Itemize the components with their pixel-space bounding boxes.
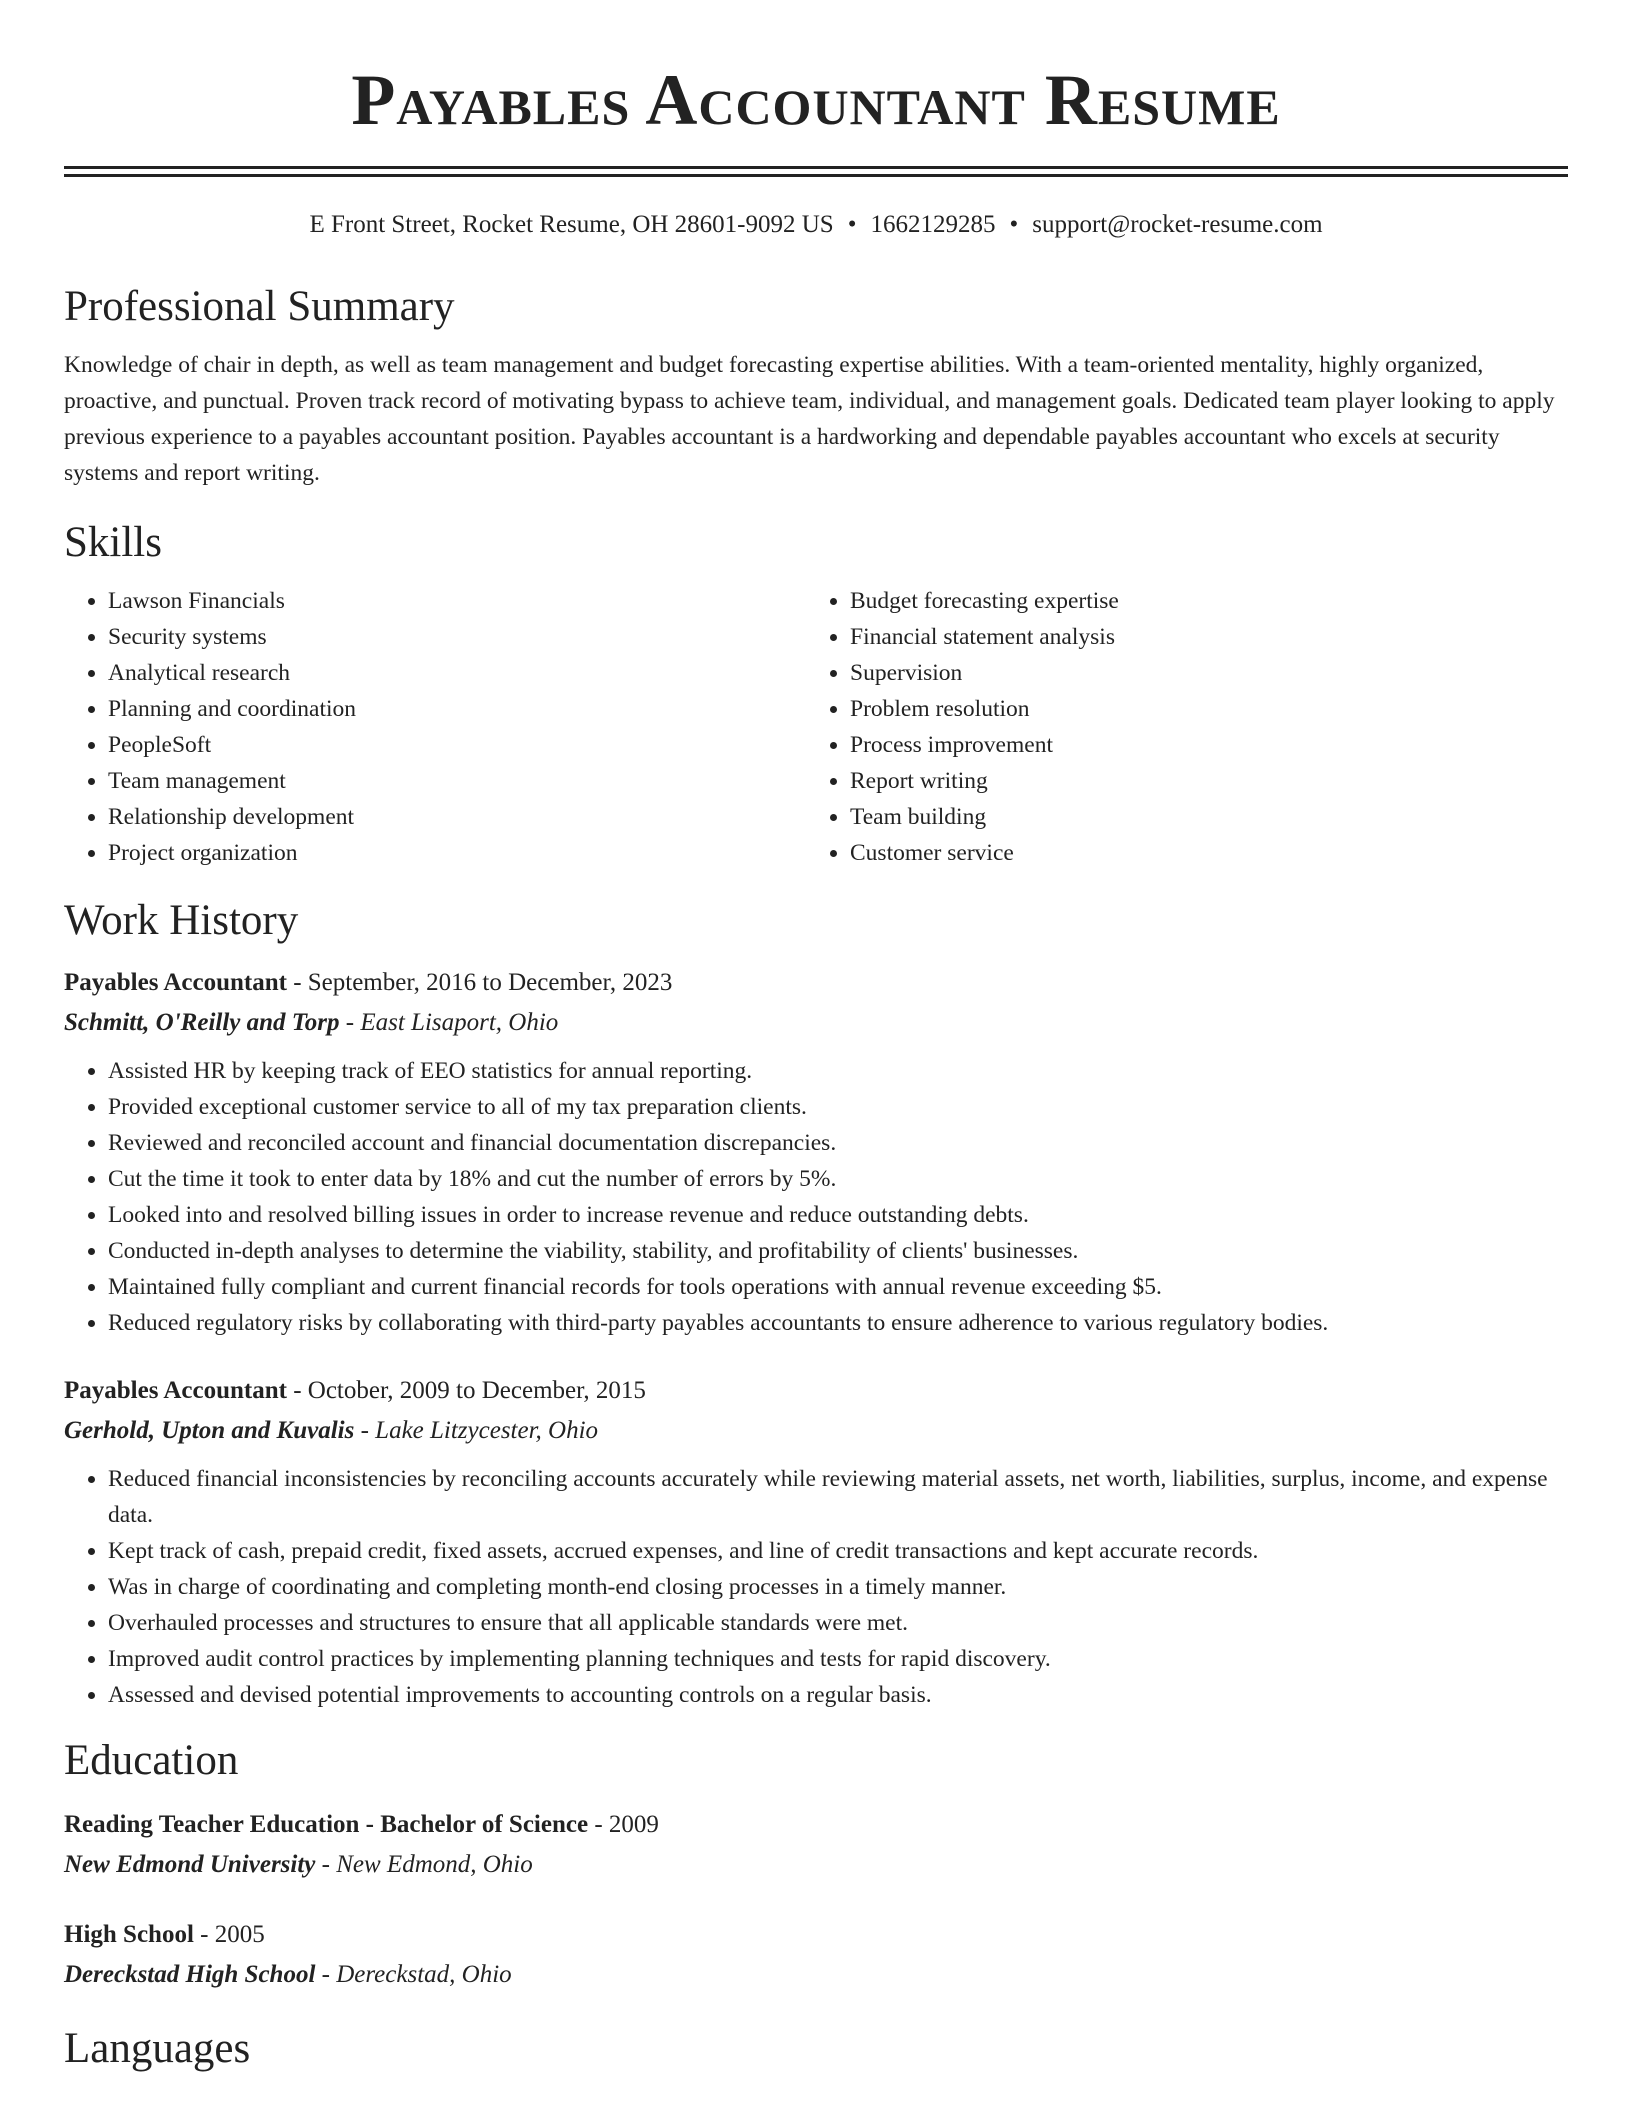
skills-list-left — [64, 583, 806, 871]
job-bullets — [64, 1053, 1568, 1341]
job-role-line — [64, 963, 1568, 1003]
job-bullet: • Maintained fully compliant and current financial records for tools operations with annual revenue exceeding $5. — [108, 1269, 1568, 1305]
education-degree-line — [64, 1915, 1568, 1955]
job-org-line — [64, 1003, 1568, 1043]
contact-address: E Front Street, Rocket Resume, OH 28601-9092 US — [309, 211, 834, 238]
job-bullet: • Assessed and devised potential improvements to accounting controls on a regular basis. — [108, 1677, 1568, 1713]
skill-item: • Problem resolution — [850, 691, 1548, 727]
summary-heading: Professional Summary — [64, 283, 455, 330]
job-bullets — [64, 1461, 1568, 1713]
job-bullet: • Reduced financial inconsistencies by reconciling accounts accurately while reviewing material assets, net worth, liabilities, surplus, income, and expense data. — [108, 1461, 1568, 1533]
education-school-line — [64, 1955, 1568, 1995]
skill-item: • Supervision — [850, 655, 1548, 691]
job-dates: - October, 2009 to December, 2015 — [286, 1377, 646, 1404]
skills-list-right — [806, 583, 1548, 871]
education-degree: Reading Teacher Education - Bachelor of Science — [64, 1811, 589, 1838]
education-location: - Dereckstad, Ohio — [315, 1961, 512, 1988]
work-history-heading: Work History — [64, 897, 299, 944]
job-title: Payables Accountant — [64, 969, 287, 996]
job-bullet: • Assisted HR by keeping track of EEO statistics for annual reporting. — [108, 1053, 1568, 1089]
education-school: Dereckstad High School — [64, 1961, 316, 1988]
summary-section — [64, 281, 1568, 491]
job-company: Schmitt, O'Reilly and Torp — [64, 1009, 340, 1036]
job-location: - Lake Litzycester, Ohio — [354, 1417, 599, 1444]
contact-phone: 1662129285 — [870, 211, 996, 238]
contact-separator: • — [1009, 211, 1019, 238]
contact-line — [64, 209, 1568, 241]
summary-text: Knowledge of chair in depth, as well as team management and budget forecasting expertise abilities. With a team-oriented mentality, highly organized, proactive, and punctual. Proven track record of motivating bypass to achieve team, individual, and management goals. Dedicated team player looking to apply previous experience to a payables accountant position. Payables accountant is a hardworking and dependable payables accountant who excels at security systems and report writing. — [64, 352, 1555, 486]
job-bullet: • Reviewed and reconciled account and financial documentation discrepancies. — [108, 1125, 1568, 1161]
languages-section — [64, 2023, 1568, 2075]
skill-item: • Process improvement — [850, 727, 1548, 763]
job-bullet: • Kept track of cash, prepaid credit, fixed assets, accrued expenses, and line of credit transactions and kept accurate records. — [108, 1533, 1568, 1569]
skill-item: • Analytical research — [108, 655, 806, 691]
skill-item: • Relationship development — [108, 799, 806, 835]
education-heading: Education — [64, 1737, 239, 1784]
job-location: - East Lisaport, Ohio — [339, 1009, 559, 1036]
skill-item: • PeopleSoft — [108, 727, 806, 763]
resume-title: Payables Accountant Resume — [351, 60, 1281, 140]
job-bullet: • Looked into and resolved billing issues in order to increase revenue and reduce outstanding debts. — [108, 1197, 1568, 1233]
contact-email: support@rocket-resume.com — [1032, 211, 1323, 238]
skill-item: • Project organization — [108, 835, 806, 871]
skill-item: • Budget forecasting expertise — [850, 583, 1548, 619]
job-bullet: • Was in charge of coordinating and completing month-end closing processes in a timely manner. — [108, 1569, 1568, 1605]
education-year: - 2009 — [588, 1811, 659, 1838]
job-title: Payables Accountant — [64, 1377, 287, 1404]
skill-item: • Lawson Financials — [108, 583, 806, 619]
education-school: New Edmond University — [64, 1851, 316, 1878]
job-dates: - September, 2016 to December, 2023 — [286, 969, 673, 996]
job-company: Gerhold, Upton and Kuvalis — [64, 1417, 355, 1444]
skill-item: • Report writing — [850, 763, 1548, 799]
job-bullet: • Improved audit control practices by implementing planning techniques and tests for rapid discovery. — [108, 1641, 1568, 1677]
education-year: - 2005 — [193, 1921, 265, 1948]
skill-item: • Team management — [108, 763, 806, 799]
title-divider — [64, 166, 1568, 177]
job-bullet: • Provided exceptional customer service to all of my tax preparation clients. — [108, 1089, 1568, 1125]
skills-columns — [64, 583, 1568, 871]
resume-page — [64, 0, 1568, 2075]
job-bullet: • Cut the time it took to enter data by 18% and cut the number of errors by 5%. — [108, 1161, 1568, 1197]
job-role-line — [64, 1371, 1568, 1411]
job-entry — [64, 1371, 1568, 1713]
languages-heading: Languages — [64, 2025, 251, 2072]
contact-separator: • — [847, 211, 857, 238]
job-org-line — [64, 1411, 1568, 1451]
skill-item: • Customer service — [850, 835, 1548, 871]
education-degree: High School — [64, 1921, 194, 1948]
work-history-section — [64, 895, 1568, 1713]
skills-section — [64, 517, 1568, 871]
skill-item: • Team building — [850, 799, 1548, 835]
education-degree-line — [64, 1805, 1568, 1845]
job-bullet: • Reduced regulatory risks by collaborating with third-party payables accountants to ensure adherence to various regulatory bodies. — [108, 1305, 1568, 1341]
skill-item: • Planning and coordination — [108, 691, 806, 727]
education-location: - New Edmond, Ohio — [315, 1851, 533, 1878]
education-entry — [64, 1915, 1568, 1995]
skill-item: • Security systems — [108, 619, 806, 655]
job-bullet: • Conducted in-depth analyses to determine the viability, stability, and profitability of clients' businesses. — [108, 1233, 1568, 1269]
education-school-line — [64, 1845, 1568, 1885]
skill-item: • Financial statement analysis — [850, 619, 1548, 655]
education-section — [64, 1735, 1568, 1995]
job-bullet: • Overhauled processes and structures to ensure that all applicable standards were met. — [108, 1605, 1568, 1641]
education-entry — [64, 1805, 1568, 1885]
job-entry — [64, 963, 1568, 1341]
skills-heading: Skills — [64, 519, 162, 566]
